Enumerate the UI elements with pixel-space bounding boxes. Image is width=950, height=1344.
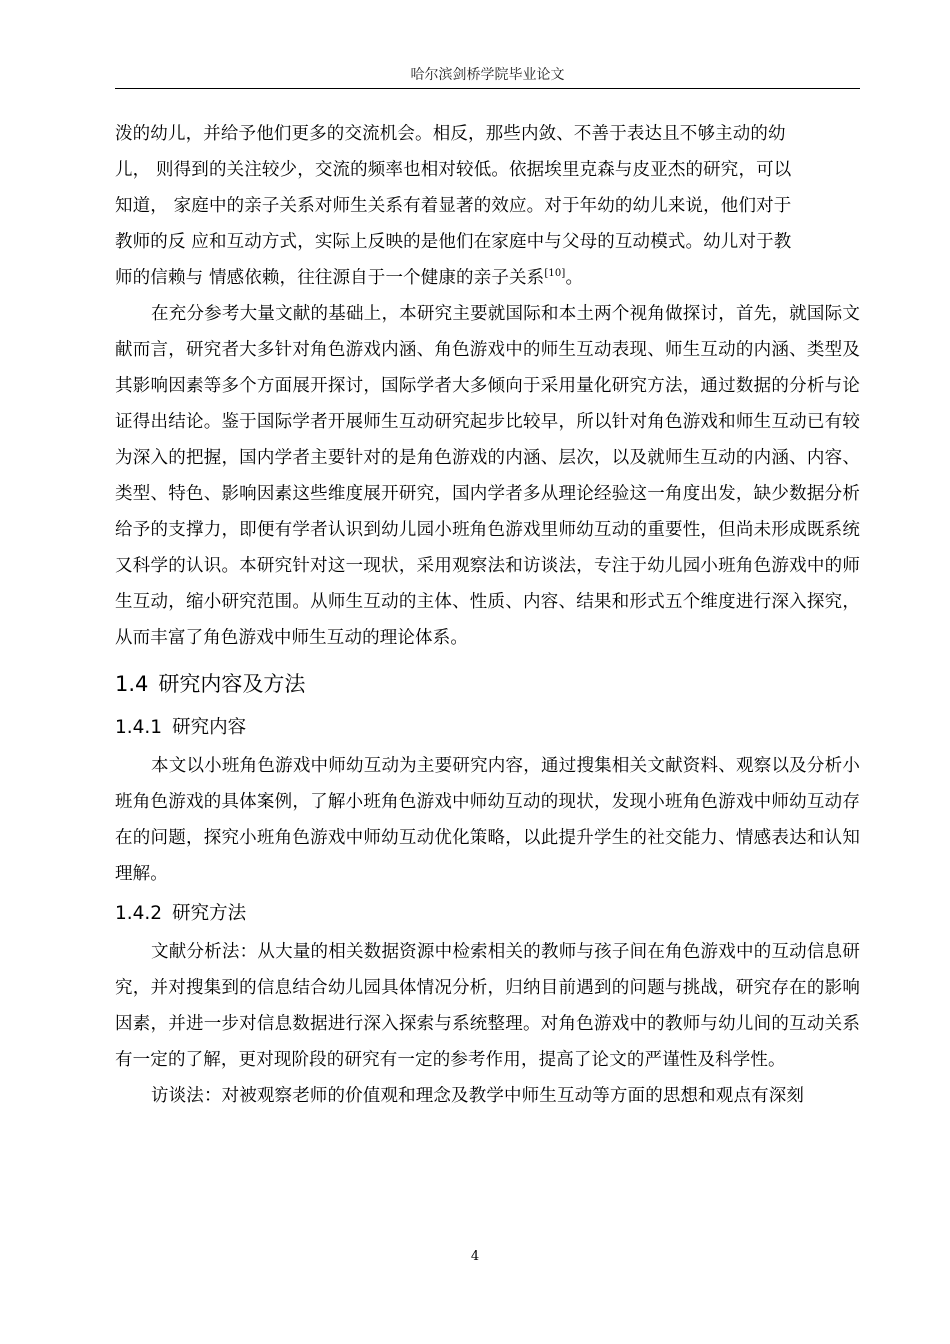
subsection-number: 1.4.1: [115, 717, 163, 738]
page-body: [115, 116, 860, 1114]
paragraph-line: 泼的幼儿，并给予他们更多的交流机会。相反，那些内敛、不善于表达且不够主动的幼: [115, 124, 786, 144]
paragraph-research-content: 本文以小班角色游戏中师幼互动为主要研究内容，通过搜集相关文献资料、观察以及分析小班角色游戏的具体案例，了解小班角色游戏中师幼互动的现状，发现小班角色游戏中师幼互动存在的问题，探究小班角色游戏中师幼互动优化策略，以此提升学生的社交能力、情感表达和认知理解。: [115, 756, 860, 884]
paragraph-line: 教师的反 应和互动方式，实际上反映的是他们在家庭中与父母的互动模式。幼儿对于教: [115, 232, 792, 252]
paragraph-continuation: [115, 116, 860, 296]
citation-marker: [10]: [544, 268, 566, 280]
section-title: 研究内容及方法: [158, 672, 306, 696]
paragraph-line-end: 。: [565, 268, 584, 288]
paragraph-line: [115, 260, 860, 296]
paragraph-literature-review: 在充分参考大量文献的基础上，本研究主要就国际和本土两个视角做探讨，首先，就国际文献而言，研究者大多针对角色游戏内涵、角色游戏中的师生互动表现、师生互动的内涵、类型及其影响因素等多个方面展开探讨，国际学者大多倾向于采用量化研究方法，通过数据的分析与论证得出结论。鉴于国际学者开展师生互动研究起步比较早，所以针对角色游戏和师生互动已有较为深入的把握，国内学者主要针对的是角色游戏的内涵、层次，以及就师生互动的内涵、内容、类型、特色、影响因素这些维度展开研究，国内学者多从理论经验这一角度出发，缺少数据分析给予的支撑力，即便有学者认识到幼儿园小班角色游戏里师幼互动的重要性，但尚未形成既系统又科学的认识。本研究针对这一现状，采用观察法和访谈法，专注于幼儿园小班角色游戏中的师生互动，缩小研究范围。从师生互动的主体、性质、内容、结果和形式五个维度进行深入探究，从而丰富了角色游戏中师生互动的理论体系。: [115, 304, 860, 648]
paragraph-line-text: 师的信赖与 情感依赖，往往源自于一个健康的亲子关系: [115, 268, 545, 288]
subsection-heading-method: [115, 896, 860, 932]
paragraph-line: 儿， 则得到的关注较少，交流的频率也相对较低。依据埃里克森与皮亚杰的研究，可以: [115, 160, 792, 180]
paragraph-literature-method: 文献分析法：从大量的相关数据资源中检索相关的教师与孩子间在角色游戏中的互动信息研究，并对搜集到的信息结合幼儿园具体情况分析，归纳目前遇到的问题与挑战，研究存在的影响因素，并进一步对信息数据进行深入探索与系统整理。对角色游戏中的教师与幼儿间的互动关系有一定的了解，更对现阶段的研究有一定的参考作用，提高了论文的严谨性及科学性。: [115, 942, 860, 1070]
subsection-number: 1.4.2: [115, 903, 163, 924]
subsection-heading-content: [115, 710, 860, 746]
section-number: 1.4: [115, 672, 149, 696]
section-heading: [115, 664, 860, 704]
subsection-title: 研究方法: [172, 903, 247, 924]
running-header: 哈尔滨剑桥学院毕业论文: [410, 67, 565, 83]
paragraph-interview-method: 访谈法：对被观察老师的价值观和理念及教学中师生互动等方面的思想和观点有深刻: [151, 1086, 805, 1106]
subsection-title: 研究内容: [172, 717, 247, 738]
page-number: 4: [470, 1249, 480, 1264]
header-divider: [115, 88, 860, 89]
paragraph-line: 知道， 家庭中的亲子关系对师生关系有着显著的效应。对于年幼的幼儿来说，他们对于: [115, 196, 792, 216]
